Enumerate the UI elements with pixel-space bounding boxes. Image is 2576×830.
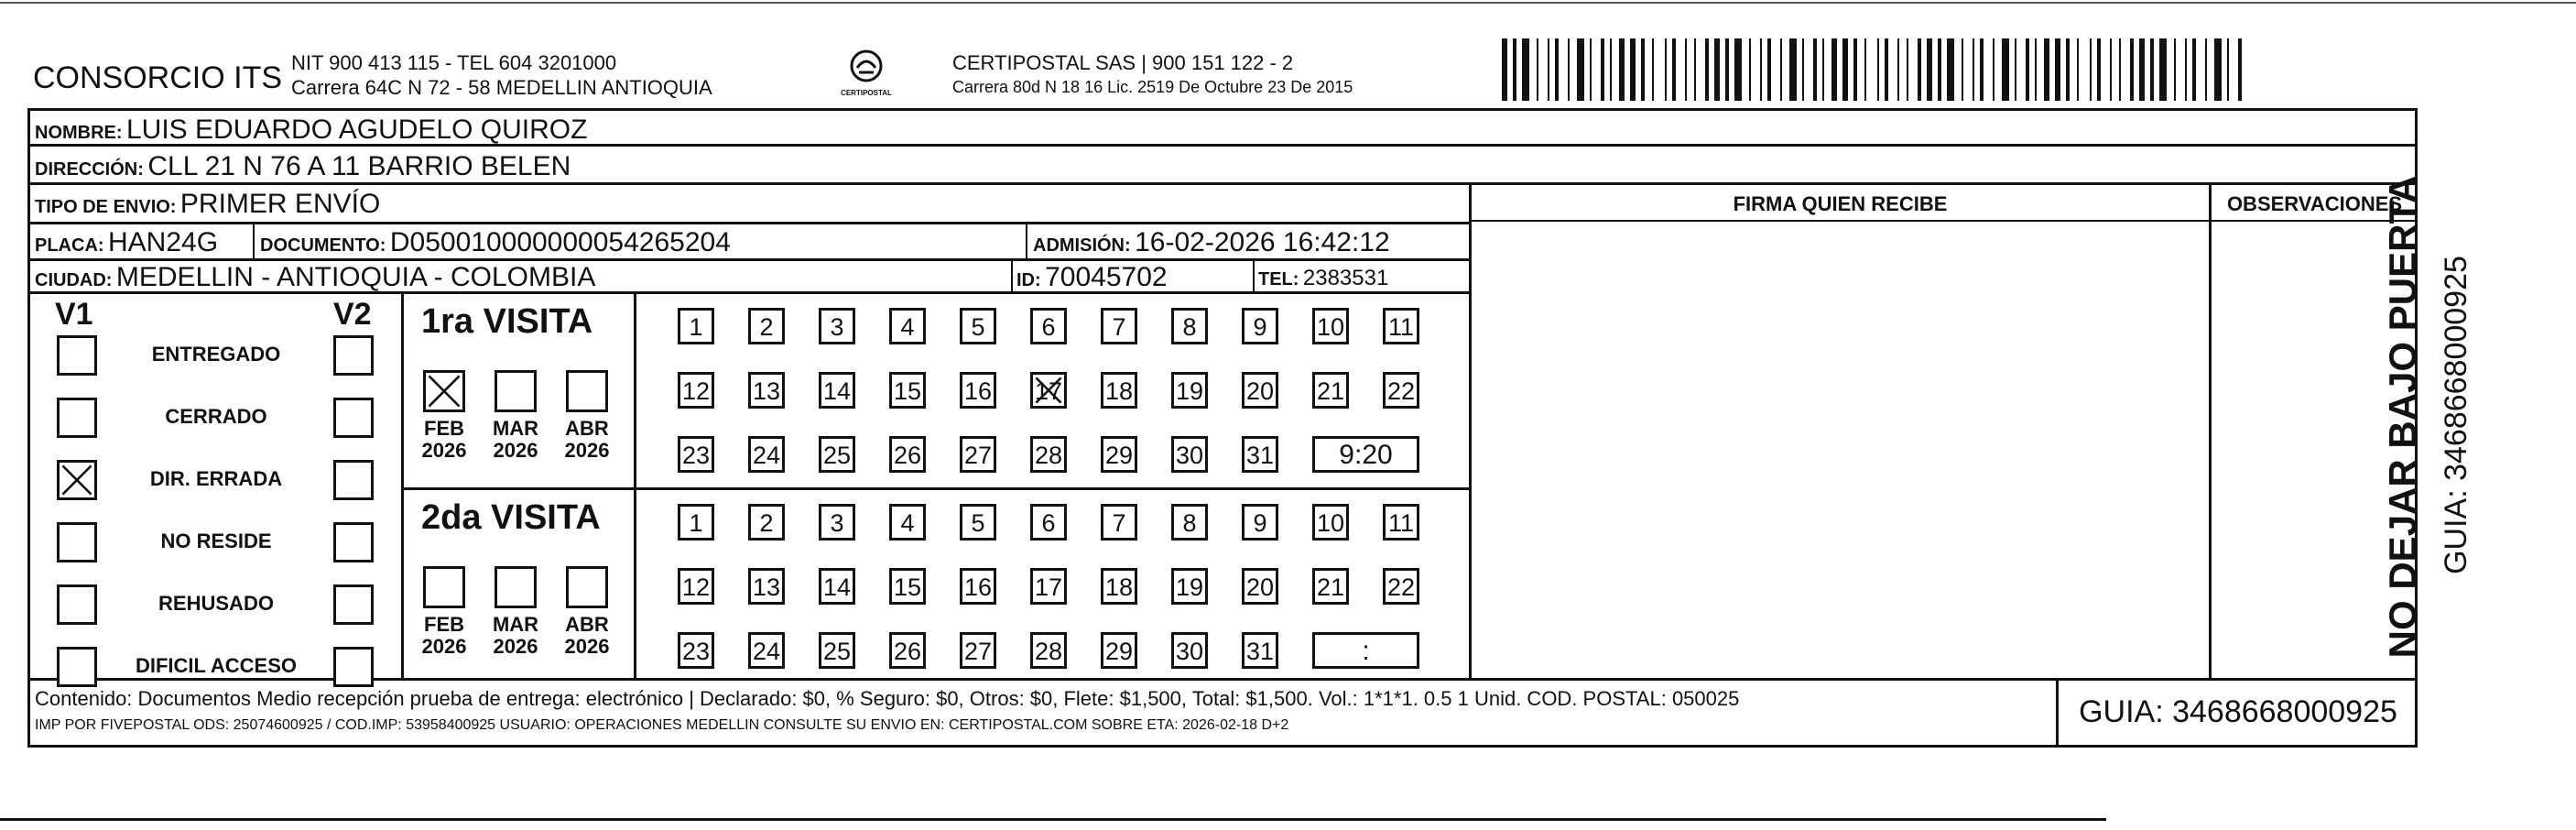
day-box[interactable]: 7 xyxy=(1101,504,1137,541)
v1-checkbox[interactable] xyxy=(57,584,97,625)
day-box[interactable]: 6 xyxy=(1030,504,1067,541)
barcode-bar xyxy=(2035,38,2037,101)
id-label: ID: xyxy=(1016,270,1041,290)
barcode-bar xyxy=(1672,38,1676,101)
barcode-bar xyxy=(1537,38,1538,101)
visit-divider xyxy=(401,487,1472,490)
month-year: 2026 xyxy=(421,439,467,463)
direccion-row xyxy=(35,153,571,180)
v1-checkbox[interactable] xyxy=(57,335,97,376)
barcode-bar xyxy=(2026,38,2029,101)
certipostal-logo-icon xyxy=(839,48,894,84)
day-box[interactable]: 10 xyxy=(1312,504,1349,541)
check-x-icon xyxy=(426,373,462,410)
day-box[interactable]: 7 xyxy=(1101,308,1137,344)
month-year: 2026 xyxy=(564,635,610,659)
day-box[interactable]: 31 xyxy=(1242,632,1278,669)
placa-label: PLACA: xyxy=(35,235,104,256)
check-x-icon xyxy=(1033,375,1064,406)
barcode-bar xyxy=(1822,38,1824,101)
tipo-label: TIPO DE ENVIO: xyxy=(35,197,177,217)
day-box[interactable]: 9 xyxy=(1242,504,1278,541)
barcode-bar xyxy=(1665,38,1667,101)
barcode-bar xyxy=(1555,38,1559,101)
documento-cell xyxy=(260,229,731,257)
barcode-bar xyxy=(2130,38,2134,101)
day-box[interactable]: 19 xyxy=(1171,372,1208,409)
status-option-label: CERRADO xyxy=(165,405,267,428)
day-box[interactable]: 27 xyxy=(960,632,996,669)
barcode-bar xyxy=(1619,38,1625,101)
barcode xyxy=(1502,38,2244,101)
day-box[interactable]: 20 xyxy=(1242,372,1278,409)
day-box[interactable]: 13 xyxy=(748,372,785,409)
barcode-bar xyxy=(2055,38,2060,101)
day-box[interactable]: 6 xyxy=(1030,308,1067,344)
barcode-bar xyxy=(2238,38,2242,101)
day-box[interactable]: 13 xyxy=(748,568,785,605)
nombre-label: NOMBRE: xyxy=(35,123,123,143)
barcode-bar xyxy=(1802,38,1804,101)
v1-checkbox[interactable] xyxy=(57,647,97,687)
barcode-bar xyxy=(1734,38,1742,101)
scan-top-line xyxy=(0,2,2576,4)
scan-bottom-line xyxy=(0,818,2106,821)
barcode-bar xyxy=(2174,38,2176,101)
day-box[interactable]: 14 xyxy=(819,568,855,605)
certi-name: CERTIPOSTAL SAS | 900 151 122 - 2 xyxy=(952,51,1294,74)
month-name: MAR xyxy=(492,613,539,636)
status-option-label: DIFICIL ACCESO xyxy=(135,654,297,677)
day-box[interactable]: 15 xyxy=(889,372,926,409)
nombre-value: LUIS EDUARDO AGUDELO QUIROZ xyxy=(126,115,588,145)
v1-label: V1 xyxy=(55,297,93,332)
month-label xyxy=(417,614,472,658)
day-box[interactable]: 2 xyxy=(748,308,785,344)
month-checkbox[interactable] xyxy=(423,566,465,608)
barcode-bar xyxy=(1714,38,1720,101)
tel-value: 2383531 xyxy=(1302,266,1389,290)
day-box[interactable]: 1 xyxy=(678,308,714,344)
barcode-bar xyxy=(1705,38,1709,101)
footer-line xyxy=(27,678,2418,681)
day-box[interactable]: 17 xyxy=(1030,372,1067,409)
col-placa-doc xyxy=(253,222,255,258)
barcode-bar xyxy=(2227,38,2229,101)
tel-label: TEL: xyxy=(1258,269,1299,289)
barcode-bar xyxy=(1780,38,1782,101)
v2-checkbox[interactable] xyxy=(333,398,374,438)
barcode-bar xyxy=(1947,38,1954,101)
footer-contenido: Contenido: Documentos Medio recepción prueba de entrega: electrónico | Declarado: $0, % Seguro: $0, Otros: $0, Flete: $1,500, Total: $1,500. Vol.: 1*1*1. 0.5 1 Unid. COD. POSTAL: 050025 xyxy=(35,687,1740,710)
month-name: MAR xyxy=(492,417,539,440)
barcode-bar xyxy=(1652,38,1654,101)
month-name: ABR xyxy=(565,417,609,440)
certi-address: Carrera 80d N 18 16 Lic. 2519 De Octubre 23 De 2015 xyxy=(952,78,1353,96)
v1-checkbox[interactable] xyxy=(57,460,97,500)
day-box[interactable]: 20 xyxy=(1242,568,1278,605)
day-box[interactable]: 22 xyxy=(1383,568,1419,605)
day-box[interactable]: 4 xyxy=(889,308,926,344)
v1-checkbox[interactable] xyxy=(57,398,97,438)
day-box[interactable]: 19 xyxy=(1171,568,1208,605)
day-box[interactable]: 16 xyxy=(960,568,996,605)
day-box[interactable]: 2 xyxy=(748,504,785,541)
barcode-bar xyxy=(1577,38,1584,101)
day-box[interactable]: 12 xyxy=(678,568,714,605)
placa-value: HAN24G xyxy=(108,227,219,257)
col-doc-adm xyxy=(1026,222,1027,258)
barcode-bar xyxy=(1962,38,1963,101)
barcode-bar xyxy=(2159,38,2167,101)
day-box[interactable]: 14 xyxy=(819,372,855,409)
barcode-bar xyxy=(1641,38,1645,101)
day-box[interactable]: 25 xyxy=(819,632,855,669)
day-box[interactable]: 22 xyxy=(1383,372,1419,409)
month-checkbox[interactable] xyxy=(495,566,537,608)
ciudad-cell xyxy=(35,264,595,291)
day-box[interactable]: 11 xyxy=(1383,504,1419,541)
barcode-bar xyxy=(2214,38,2222,101)
barcode-bar xyxy=(2185,38,2187,101)
company-nit-tel: NIT 900 413 115 - TEL 604 3201000 xyxy=(291,51,617,74)
month-checkbox[interactable] xyxy=(423,370,465,412)
day-box[interactable]: 8 xyxy=(1171,504,1208,541)
ciudad-value: MEDELLIN - ANTIOQUIA - COLOMBIA xyxy=(115,262,596,292)
day-box[interactable]: 30 xyxy=(1171,436,1208,473)
barcode-bar xyxy=(1610,38,1612,101)
status-option-label: REHUSADO xyxy=(158,592,274,615)
day-box[interactable]: 18 xyxy=(1101,372,1137,409)
barcode-bar xyxy=(1831,38,1837,101)
month-name: FEB xyxy=(424,613,464,636)
barcode-bar xyxy=(1767,38,1771,101)
month-year: 2026 xyxy=(421,635,467,659)
barcode-bar xyxy=(1980,38,1984,101)
day-box[interactable]: 5 xyxy=(960,504,996,541)
barcode-bar xyxy=(1749,38,1751,101)
day-box[interactable]: 1 xyxy=(678,504,714,541)
documento-value: D050010000000054265204 xyxy=(389,227,731,257)
day-box[interactable]: 24 xyxy=(748,632,785,669)
day-box[interactable]: 27 xyxy=(960,436,996,473)
placa-cell xyxy=(35,229,218,257)
col-month-day xyxy=(634,291,636,678)
direccion-label: DIRECCIÓN: xyxy=(35,159,144,180)
month-checkbox[interactable] xyxy=(566,566,608,608)
barcode-bar xyxy=(1590,38,1592,101)
barcode-bar xyxy=(1842,38,1848,101)
day-box[interactable]: 8 xyxy=(1171,308,1208,344)
v2-checkbox[interactable] xyxy=(333,584,374,625)
month-label xyxy=(560,418,614,462)
barcode-bar xyxy=(1885,38,1888,101)
status-option-label: NO RESIDE xyxy=(160,530,272,552)
day-box[interactable]: 21 xyxy=(1312,372,1349,409)
status-option-label: ENTREGADO xyxy=(151,343,281,366)
barcode-bar xyxy=(1548,38,1549,101)
day-box[interactable]: 4 xyxy=(889,504,926,541)
day-box[interactable]: 3 xyxy=(819,504,855,541)
barcode-bar xyxy=(1993,38,1994,101)
barcode-bar xyxy=(2110,38,2112,101)
sig-header-line xyxy=(1469,220,2418,222)
barcode-bar xyxy=(1938,38,1941,101)
time-box[interactable]: : xyxy=(1312,632,1419,669)
day-box[interactable]: 26 xyxy=(889,436,926,473)
day-box[interactable]: 15 xyxy=(889,568,926,605)
barcode-bar xyxy=(2002,38,2009,101)
month-label xyxy=(417,418,472,462)
tipo-value: PRIMER ENVÍO xyxy=(179,189,381,219)
visit-title: 1ra VISITA xyxy=(421,302,593,341)
barcode-bar xyxy=(1927,38,1932,101)
barcode-bar xyxy=(1813,38,1817,101)
barcode-bar xyxy=(1522,38,1529,101)
side-guia: GUIA: 3468668000925 xyxy=(2439,256,2473,574)
day-box[interactable]: 23 xyxy=(678,436,714,473)
barcode-bar xyxy=(2077,38,2079,101)
day-box[interactable]: 26 xyxy=(889,632,926,669)
v2-label: V2 xyxy=(333,297,372,332)
certipostal-logo-text: CERTIPOSTAL xyxy=(841,89,892,97)
barcode-bar xyxy=(2192,38,2196,101)
day-box[interactable]: 24 xyxy=(748,436,785,473)
company-address: Carrera 64C N 72 - 58 MEDELLIN ANTIOQUIA xyxy=(291,76,712,99)
col-id-tel xyxy=(1253,258,1255,291)
ciudad-label: CIUDAD: xyxy=(35,270,113,290)
day-box[interactable]: 21 xyxy=(1312,568,1349,605)
barcode-bar xyxy=(2119,38,2121,101)
barcode-bar xyxy=(2066,38,2070,101)
month-label xyxy=(488,418,543,462)
barcode-bar xyxy=(1513,38,1516,101)
v1-checkbox[interactable] xyxy=(57,522,97,562)
nombre-row xyxy=(35,116,587,144)
barcode-bar xyxy=(1630,38,1636,101)
month-name: ABR xyxy=(565,613,609,636)
col-status-visit xyxy=(401,291,404,678)
day-box[interactable]: 29 xyxy=(1101,632,1137,669)
firma-header: FIRMA QUIEN RECIBE xyxy=(1733,192,1948,215)
barcode-bar xyxy=(1601,38,1604,101)
barcode-bar xyxy=(2044,38,2049,101)
barcode-bar xyxy=(1853,38,1857,101)
row-line-4 xyxy=(27,258,1472,261)
day-box[interactable]: 10 xyxy=(1312,308,1349,344)
day-box[interactable]: 18 xyxy=(1101,568,1137,605)
barcode-bar xyxy=(1685,38,1687,101)
tipo-row xyxy=(35,191,380,218)
v2-checkbox[interactable] xyxy=(333,460,374,500)
barcode-bar xyxy=(2139,38,2145,101)
day-box[interactable]: 28 xyxy=(1030,436,1067,473)
barcode-bar xyxy=(1907,38,1908,101)
barcode-bar xyxy=(1725,38,1729,101)
admision-label: ADMISIÓN: xyxy=(1033,235,1131,256)
month-year: 2026 xyxy=(493,635,538,659)
month-checkbox[interactable] xyxy=(495,370,537,412)
barcode-bar xyxy=(2097,38,2101,101)
day-box[interactable]: 11 xyxy=(1383,308,1419,344)
barcode-bar xyxy=(1789,38,1797,101)
day-box[interactable]: 30 xyxy=(1171,632,1208,669)
footer-imp: IMP POR FIVEPOSTAL ODS: 25074600925 / COD.IMP: 53958400925 USUARIO: OPERACIONES MEDELLIN CONSULTE SU ENVIO EN: CERTIPOSTAL.COM SOBRE ETA: 2026-02-18 D+2 xyxy=(35,717,1289,733)
barcode-bar xyxy=(1760,38,1762,101)
barcode-bar xyxy=(1918,38,1921,101)
barcode-bar xyxy=(1877,38,1879,101)
id-cell xyxy=(1016,264,1168,291)
day-box[interactable]: 29 xyxy=(1101,436,1137,473)
day-box[interactable]: 28 xyxy=(1030,632,1067,669)
row-line-2 xyxy=(27,182,2418,185)
footer-guia: GUIA: 3468668000925 xyxy=(2079,694,2397,729)
observaciones-header: OBSERVACIONES xyxy=(2226,192,2403,215)
month-year: 2026 xyxy=(493,439,538,463)
admision-cell xyxy=(1033,229,1390,257)
day-box[interactable]: 23 xyxy=(678,632,714,669)
day-box[interactable]: 3 xyxy=(819,308,855,344)
barcode-bar xyxy=(1568,38,1570,101)
day-box[interactable]: 12 xyxy=(678,372,714,409)
day-box[interactable]: 31 xyxy=(1242,436,1278,473)
barcode-bar xyxy=(1864,38,1866,101)
day-box[interactable]: 5 xyxy=(960,308,996,344)
barcode-bar xyxy=(1897,38,1899,101)
barcode-bar xyxy=(2015,38,2016,101)
v2-checkbox[interactable] xyxy=(333,335,374,376)
check-x-icon xyxy=(60,463,94,497)
barcode-bar xyxy=(2150,38,2154,101)
month-label xyxy=(560,614,614,658)
visit-title: 2da VISITA xyxy=(421,498,601,537)
time-box[interactable]: 9:20 xyxy=(1312,436,1419,473)
col-ciudad-id xyxy=(1011,258,1013,291)
barcode-bar xyxy=(2205,38,2207,101)
month-year: 2026 xyxy=(564,439,610,463)
v2-checkbox[interactable] xyxy=(333,522,374,562)
day-box[interactable]: 9 xyxy=(1242,308,1278,344)
documento-label: DOCUMENTO: xyxy=(260,235,386,256)
status-option-label: DIR. ERRADA xyxy=(149,467,283,490)
month-name: FEB xyxy=(424,417,464,440)
month-label xyxy=(488,614,543,658)
certipostal-logo xyxy=(839,48,894,103)
direccion-value: CLL 21 N 76 A 11 BARRIO BELEN xyxy=(147,151,571,181)
barcode-bar xyxy=(1502,38,1507,101)
barcode-bar xyxy=(2090,38,2092,101)
barcode-bar xyxy=(1973,38,1974,101)
row-line-3 xyxy=(27,222,1472,224)
day-box[interactable]: 16 xyxy=(960,372,996,409)
barcode-bar xyxy=(1694,38,1696,101)
id-value: 70045702 xyxy=(1045,262,1168,292)
side-warning: NO DEJAR BAJO PUERTA xyxy=(2381,175,2424,659)
col-sig-left xyxy=(1469,182,1472,678)
company-name: CONSORCIO ITS xyxy=(33,60,283,95)
tel-cell xyxy=(1258,268,1388,289)
day-box[interactable]: 25 xyxy=(819,436,855,473)
col-obs-left xyxy=(2209,182,2212,678)
admision-value: 16-02-2026 16:42:12 xyxy=(1135,227,1390,257)
month-checkbox[interactable] xyxy=(566,370,608,412)
day-box[interactable]: 17 xyxy=(1030,568,1067,605)
v2-checkbox[interactable] xyxy=(333,647,374,687)
